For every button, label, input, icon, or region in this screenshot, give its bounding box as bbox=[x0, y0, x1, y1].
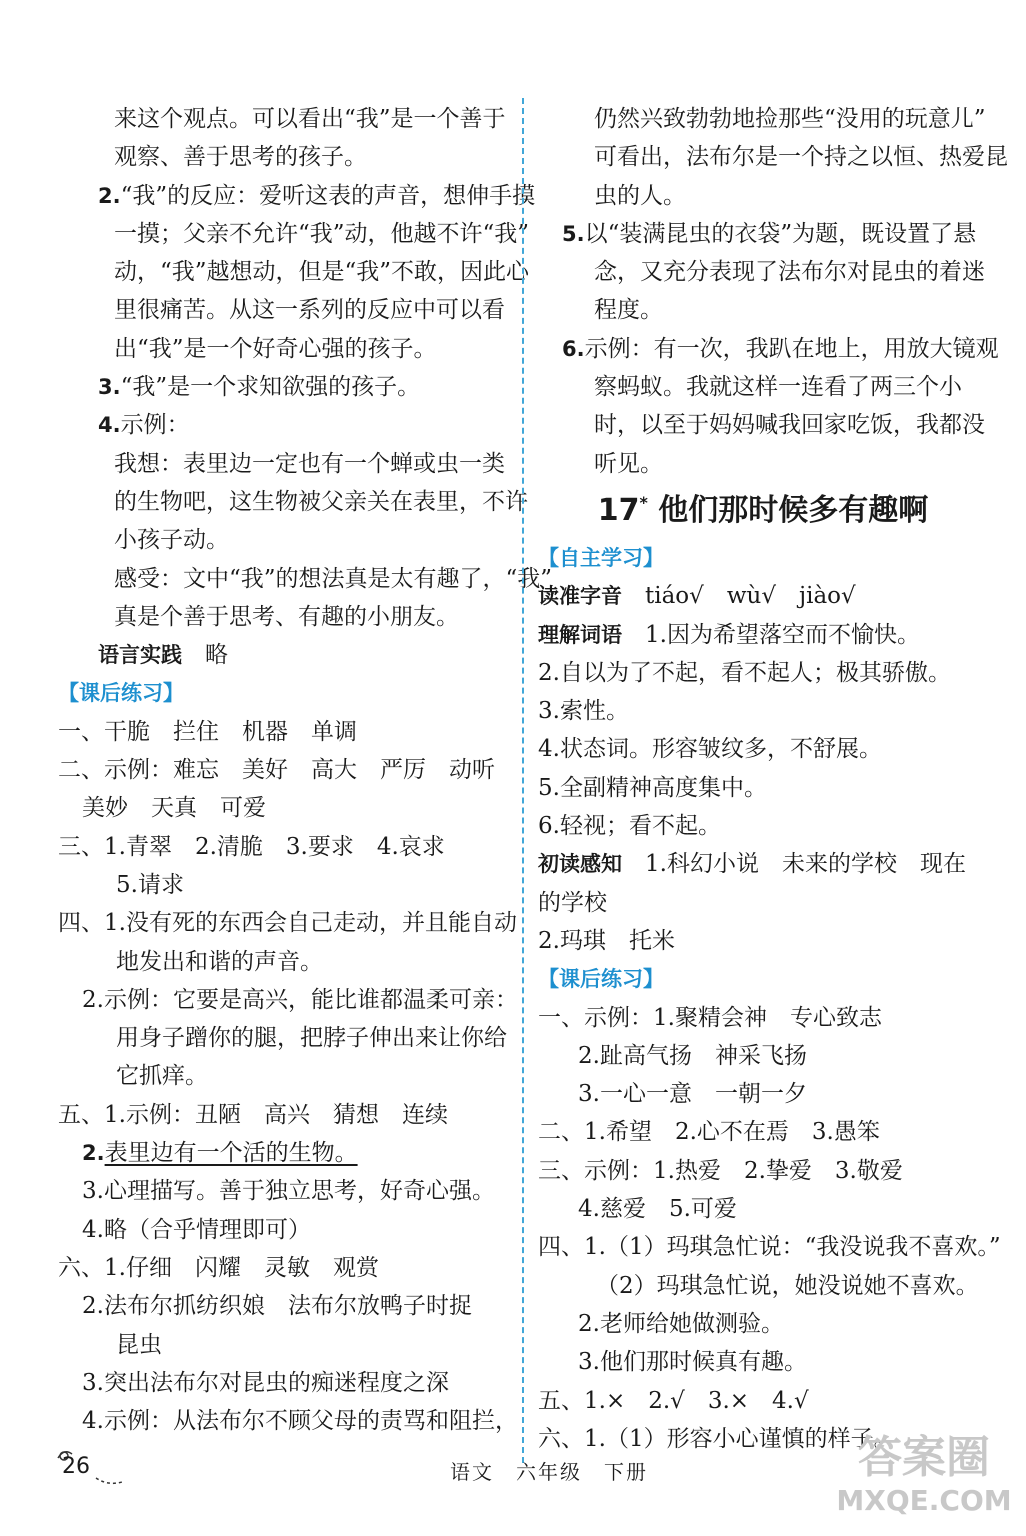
answer-line bbox=[58, 1057, 510, 1095]
answer-line bbox=[538, 730, 988, 768]
answer-line bbox=[538, 330, 999, 368]
answer-line bbox=[58, 904, 517, 942]
line-text: 6.轻视；看不起。 bbox=[538, 813, 721, 840]
line-text: 以“装满昆虫的衣袋”为题，既设置了悬 bbox=[584, 220, 977, 247]
answer-line bbox=[58, 828, 510, 866]
line-text: 二、示例：难忘 美好 高大 严厉 动听 bbox=[58, 757, 495, 784]
answer-line bbox=[58, 560, 553, 598]
line-text: 3.心理描写。善于独立思考，好奇心强。 bbox=[82, 1178, 495, 1205]
line-text: 出“我”是一个好奇心强的孩子。 bbox=[114, 335, 437, 362]
lesson-mark: * bbox=[639, 492, 648, 512]
answer-line bbox=[538, 1267, 988, 1305]
lesson-title bbox=[538, 483, 988, 539]
line-text: 感受：文中“我”的想法真是太有趣了，“我” bbox=[114, 565, 553, 592]
watermark-url: MXQE.COM bbox=[836, 1484, 1012, 1517]
section-tag bbox=[538, 960, 988, 998]
answer-line bbox=[538, 1190, 988, 1228]
line-text: 地发出和谐的声音。 bbox=[116, 948, 323, 975]
line-text: 六、1.仔细 闪耀 灵敏 观赏 bbox=[58, 1254, 379, 1281]
line-text: 2.玛琪 托米 bbox=[538, 927, 675, 954]
line-text: 美妙 天真 可爱 bbox=[82, 795, 266, 822]
answer-line bbox=[58, 291, 510, 329]
line-text: 一、示例：1.聚精会神 专心致志 bbox=[538, 1004, 882, 1031]
answer-line bbox=[58, 483, 528, 521]
answer-line bbox=[58, 330, 510, 368]
line-text: 4.略（合乎情理即可） bbox=[82, 1216, 311, 1243]
line-text: 3.突出法布尔对昆虫的痴迷程度之深 bbox=[82, 1369, 449, 1396]
section-tag bbox=[58, 674, 510, 712]
item-label: 读准字音 bbox=[538, 584, 622, 609]
line-text: 4.状态词。形容皱纹多，不舒展。 bbox=[538, 736, 882, 763]
answer-line bbox=[58, 713, 510, 751]
right-column-bottom bbox=[538, 539, 1001, 1458]
answer-line bbox=[538, 177, 988, 215]
line-text: 3.索性。 bbox=[538, 698, 629, 725]
line-text: （2）玛琪急忙说，她没说她不喜欢。 bbox=[596, 1272, 979, 1299]
line-text: 2.趾高气扬 神采飞扬 bbox=[578, 1042, 807, 1069]
line-text: 小孩子动。 bbox=[114, 527, 229, 554]
section-tag-label: 【课后练习】 bbox=[58, 681, 184, 706]
answer-line bbox=[538, 215, 988, 253]
item-label: 初读感知 bbox=[538, 852, 622, 877]
line-text: 示例：有一次，我趴在地上，用放大镜观 bbox=[584, 335, 999, 362]
item-number: 5. bbox=[562, 221, 585, 246]
line-text: 2.自以为了不起，看不起人；极其骄傲。 bbox=[538, 659, 951, 686]
answer-line bbox=[538, 692, 988, 730]
line-text: 三、1.青翠 2.清脆 3.要求 4.哀求 bbox=[58, 833, 445, 860]
line-text: 昆虫 bbox=[116, 1331, 162, 1358]
line-text: 2.示例：它要是高兴，能比谁都温柔可亲： bbox=[82, 986, 518, 1013]
answer-line bbox=[538, 291, 988, 329]
section-tag bbox=[538, 539, 988, 577]
answer-line bbox=[538, 1075, 988, 1113]
book-title: 语文 六年级 下册 bbox=[450, 1460, 648, 1484]
item-number: 4. bbox=[98, 413, 121, 438]
answer-line bbox=[538, 406, 988, 444]
page-number: 26 bbox=[62, 1454, 90, 1479]
column-divider bbox=[522, 98, 524, 1463]
item-number: 6. bbox=[562, 336, 585, 361]
line-text: 4.示例：从法布尔不顾父母的责骂和阻拦， bbox=[82, 1408, 518, 1435]
line-text: 动，“我”越想动，但是“我”不敢，因此心 bbox=[114, 259, 530, 286]
line-text: tiáo√ wù√ jiào√ bbox=[622, 583, 856, 610]
line-text: 2.老师给她做测验。 bbox=[578, 1310, 784, 1337]
answer-line bbox=[58, 100, 510, 138]
line-text: 听见。 bbox=[594, 450, 663, 477]
line-text: 四、1.没有死的东西会自己走动，并且能自动 bbox=[58, 910, 517, 937]
answer-line bbox=[538, 100, 988, 138]
line-text: 察蚂蚁。我就这样一连看了两三个小 bbox=[594, 374, 962, 401]
line-text: 表里边有一个活的生物。 bbox=[104, 1140, 358, 1167]
line-text: 里很痛苦。从这一系列的反应中可以看 bbox=[114, 297, 505, 324]
answer-line bbox=[538, 807, 988, 845]
line-text: 三、示例：1.热爱 2.挚爱 3.敬爱 bbox=[538, 1157, 903, 1184]
answer-line bbox=[538, 1343, 988, 1381]
answer-line bbox=[538, 884, 988, 922]
answer-line bbox=[58, 1019, 510, 1057]
answer-line bbox=[58, 1134, 510, 1172]
answer-line bbox=[58, 1326, 510, 1364]
line-text: 真是个善于思考、有趣的小朋友。 bbox=[114, 603, 459, 630]
answer-line bbox=[538, 1037, 988, 1075]
line-text: 1.因为希望落空而不愉快。 bbox=[622, 621, 920, 648]
line-text: “我”是一个求知欲强的孩子。 bbox=[120, 374, 421, 401]
answer-line bbox=[58, 1364, 510, 1402]
answer-line bbox=[538, 445, 988, 483]
answer-line bbox=[58, 177, 536, 215]
answer-line bbox=[538, 1228, 1001, 1266]
line-text: 虫的人。 bbox=[594, 182, 686, 209]
answer-line bbox=[58, 521, 510, 559]
line-text: 5.请求 bbox=[116, 871, 184, 898]
answer-line bbox=[538, 1382, 988, 1420]
answer-line bbox=[538, 845, 988, 883]
item-number: 3. bbox=[98, 375, 121, 400]
line-text: 5.全副精神高度集中。 bbox=[538, 774, 767, 801]
line-text: “我”的反应：爱听这表的声音，想伸手摸 bbox=[120, 182, 536, 209]
answer-line bbox=[538, 368, 988, 406]
line-text: 五、1.× 2.√ 3.× 4.√ bbox=[538, 1387, 809, 1414]
watermark-logo bbox=[836, 1420, 1012, 1520]
line-text: 二、1.希望 2.心不在焉 3.愚笨 bbox=[538, 1119, 880, 1146]
answer-line bbox=[58, 598, 510, 636]
line-text: 四、1.（1）玛琪急忙说：“我没说我不喜欢。” bbox=[538, 1234, 1001, 1261]
answer-line bbox=[58, 866, 510, 904]
answer-line bbox=[538, 577, 988, 615]
item-label: 理解词语 bbox=[538, 622, 622, 647]
answer-line bbox=[538, 769, 988, 807]
line-text: 六、1.（1）形容小心谨慎的样子。 bbox=[538, 1425, 897, 1452]
answer-line bbox=[58, 445, 510, 483]
item-number: 2. bbox=[98, 183, 121, 208]
answer-line bbox=[58, 636, 510, 674]
answer-line bbox=[58, 253, 530, 291]
answer-line bbox=[58, 981, 518, 1019]
answer-line bbox=[538, 1305, 988, 1343]
answer-line bbox=[538, 616, 988, 654]
answer-line bbox=[538, 654, 988, 692]
lesson-number: 17 bbox=[597, 492, 640, 528]
line-text: 的生物吧，这生物被父亲关在表里，不许 bbox=[114, 488, 528, 515]
left-column bbox=[58, 100, 553, 1440]
answer-line bbox=[58, 1402, 518, 1440]
answer-line bbox=[538, 1152, 988, 1190]
answer-line bbox=[58, 1287, 510, 1325]
answer-line bbox=[538, 999, 988, 1037]
answer-line bbox=[58, 751, 510, 789]
answer-line bbox=[58, 943, 510, 981]
answer-line bbox=[58, 1249, 510, 1287]
right-column bbox=[538, 100, 1008, 1458]
line-text: 程度。 bbox=[594, 297, 663, 324]
line-text: 示例： bbox=[120, 412, 190, 439]
line-text: 2.法布尔抓纺织娘 法布尔放鸭子时捉 bbox=[82, 1293, 472, 1320]
answer-line bbox=[58, 215, 530, 253]
line-text: 用身子蹭你的腿，把脖子伸出来让你给 bbox=[116, 1025, 507, 1052]
section-tag-label: 【课后练习】 bbox=[538, 967, 664, 992]
answer-line bbox=[58, 406, 510, 444]
answer-line bbox=[538, 1113, 988, 1151]
lesson-title-text: 他们那时候多有趣啊 bbox=[658, 492, 929, 528]
answer-line bbox=[58, 1172, 510, 1210]
line-text: 一摸；父亲不允许“我”动，他越不许“我” bbox=[114, 220, 530, 247]
answer-line bbox=[58, 1096, 510, 1134]
answer-line bbox=[58, 138, 510, 176]
line-text: 时，以至于妈妈喊我回家吃饭，我都没 bbox=[594, 412, 985, 439]
watermark-text: 答案圈 bbox=[858, 1432, 990, 1483]
answer-line bbox=[58, 1211, 510, 1249]
answer-line bbox=[538, 922, 988, 960]
item-number: 2. bbox=[82, 1141, 105, 1166]
right-column-top bbox=[538, 100, 1008, 483]
answer-line bbox=[58, 368, 510, 406]
line-text: 略 bbox=[205, 642, 228, 669]
line-text: 仍然兴致勃勃地捡那些“没用的玩意儿” bbox=[594, 106, 986, 132]
line-text: 它抓痒。 bbox=[116, 1063, 208, 1090]
line-text: 3.他们那时候真有趣。 bbox=[578, 1349, 807, 1376]
line-text: 的学校 bbox=[538, 889, 607, 916]
line-text: 一、干脆 拦住 机器 单调 bbox=[58, 718, 357, 745]
line-text: 五、1.示例：丑陋 高兴 猜想 连续 bbox=[58, 1101, 448, 1128]
answer-line bbox=[58, 789, 510, 827]
line-text: 可看出，法布尔是一个持之以恒、热爱昆 bbox=[594, 144, 1008, 171]
section-tag-label: 【自主学习】 bbox=[538, 545, 664, 570]
line-text: 念，又充分表现了法布尔对昆虫的着迷 bbox=[594, 259, 985, 286]
line-text: 来这个观点。可以看出“我”是一个善于 bbox=[114, 106, 506, 132]
answer-line bbox=[538, 253, 988, 291]
line-text: 3.一心一意 一朝一夕 bbox=[578, 1081, 807, 1108]
answer-line bbox=[538, 138, 1008, 176]
line-text: 观察、善于思考的孩子。 bbox=[114, 144, 367, 171]
line-text: 我想：表里边一定也有一个蝉或虫一类 bbox=[114, 450, 505, 477]
line-text: 1.科幻小说 未来的学校 现在 bbox=[622, 851, 966, 878]
item-label: 语言实践 bbox=[98, 643, 182, 668]
line-text: 4.慈爱 5.可爱 bbox=[578, 1196, 737, 1223]
